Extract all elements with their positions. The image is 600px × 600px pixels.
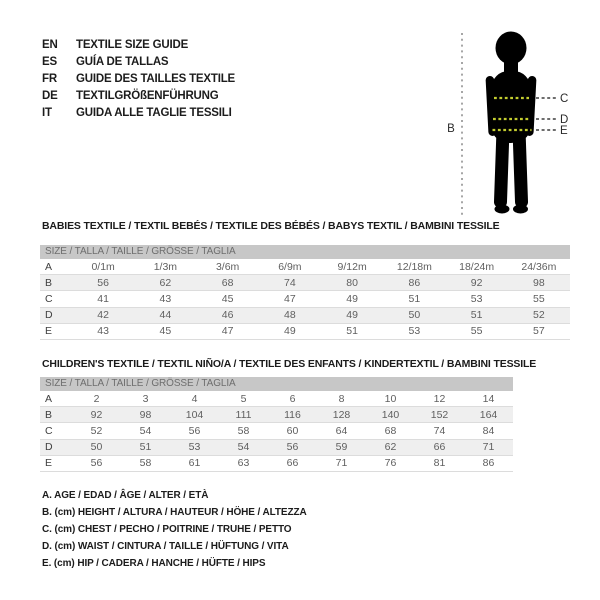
size-value-cell: 48 — [259, 307, 321, 323]
size-value-cell: 4 — [170, 391, 219, 407]
size-value-cell: 84 — [464, 423, 513, 439]
size-value-cell: 24/36m — [508, 259, 570, 275]
size-value-cell: 2 — [72, 391, 121, 407]
size-value-cell: 3 — [121, 391, 170, 407]
size-value-cell: 71 — [317, 455, 366, 471]
size-value-cell: 74 — [259, 275, 321, 291]
size-value-cell: 71 — [464, 439, 513, 455]
guide-title: GUIDE DES TAILLES TEXTILE — [76, 73, 235, 85]
table-row — [40, 307, 570, 323]
size-value-cell: 49 — [321, 291, 383, 307]
size-value-cell: 53 — [170, 439, 219, 455]
size-value-cell: 51 — [121, 439, 170, 455]
size-value-cell: 68 — [197, 275, 259, 291]
size-value-cell: 14 — [464, 391, 513, 407]
size-value-cell: 64 — [317, 423, 366, 439]
table-row — [40, 275, 570, 291]
list-item — [42, 54, 235, 71]
size-value-cell: 86 — [383, 275, 445, 291]
size-value-cell: 50 — [383, 307, 445, 323]
guide-title: GUÍA DE TALLAS — [76, 56, 169, 68]
size-value-cell: 61 — [170, 455, 219, 471]
table-row — [40, 259, 570, 275]
size-value-cell: 50 — [72, 439, 121, 455]
size-value-cell: 45 — [197, 291, 259, 307]
size-value-cell: 43 — [72, 323, 134, 339]
guide-title: TEXTILGRÖßENFÜHRUNG — [76, 90, 219, 102]
row-label: E — [40, 455, 72, 471]
guide-title: TEXTILE SIZE GUIDE — [76, 39, 189, 51]
size-value-cell: 44 — [134, 307, 196, 323]
size-value-cell: 62 — [134, 275, 196, 291]
size-value-cell: 128 — [317, 407, 366, 423]
table-row — [40, 323, 570, 339]
size-value-cell: 52 — [508, 307, 570, 323]
list-item — [42, 88, 235, 105]
size-value-cell: 58 — [121, 455, 170, 471]
size-value-cell: 12/18m — [383, 259, 445, 275]
size-value-cell: 51 — [383, 291, 445, 307]
size-value-cell: 86 — [464, 455, 513, 471]
children-size-table — [40, 377, 513, 472]
size-value-cell: 55 — [446, 323, 508, 339]
size-value-cell: 9/12m — [321, 259, 383, 275]
babies-size-table — [40, 245, 570, 340]
language-code: IT — [42, 107, 52, 119]
size-value-cell: 140 — [366, 407, 415, 423]
size-value-cell: 47 — [259, 291, 321, 307]
size-value-cell: 74 — [415, 423, 464, 439]
height-label: B — [447, 123, 455, 135]
size-value-cell: 54 — [121, 423, 170, 439]
size-value-cell: 1/3m — [134, 259, 196, 275]
size-value-cell: 55 — [508, 291, 570, 307]
babies-section-title: BABIES TEXTILE / TEXTIL BEBÉS / TEXTILE DES BÉBÉS / BABYS TEXTIL / BAMBINI TESSILE — [42, 220, 500, 232]
size-value-cell: 12 — [415, 391, 464, 407]
legend-line-age: A. AGE / EDAD / ÂGE / ALTER / ETÀ — [42, 490, 209, 501]
child-figure-diagram — [440, 15, 575, 230]
size-value-cell: 18/24m — [446, 259, 508, 275]
size-value-cell: 47 — [197, 323, 259, 339]
size-value-cell: 54 — [219, 439, 268, 455]
language-code: FR — [42, 73, 57, 85]
size-value-cell: 51 — [446, 307, 508, 323]
size-value-cell: 53 — [383, 323, 445, 339]
table-row — [40, 423, 513, 439]
size-value-cell: 66 — [268, 455, 317, 471]
language-title-list — [42, 37, 235, 122]
size-value-cell: 6/9m — [259, 259, 321, 275]
size-value-cell: 76 — [366, 455, 415, 471]
size-value-cell: 68 — [366, 423, 415, 439]
table-row — [40, 439, 513, 455]
hip-label: E — [560, 125, 568, 137]
size-value-cell: 45 — [134, 323, 196, 339]
legend-line-waist: D. (cm) WAIST / CINTURA / TAILLE / HÜFTUNG / VITA — [42, 541, 289, 552]
legend-line-hip: E. (cm) HIP / CADERA / HANCHE / HÜFTE / HIPS — [42, 558, 266, 569]
table-row — [40, 455, 513, 471]
size-value-cell: 3/6m — [197, 259, 259, 275]
table-row — [40, 291, 570, 307]
size-value-cell: 8 — [317, 391, 366, 407]
size-value-cell: 80 — [321, 275, 383, 291]
row-label: D — [40, 439, 72, 455]
size-value-cell: 5 — [219, 391, 268, 407]
size-value-cell: 56 — [268, 439, 317, 455]
row-label: B — [40, 407, 72, 423]
size-value-cell: 10 — [366, 391, 415, 407]
list-item — [42, 105, 235, 122]
list-item — [42, 71, 235, 88]
size-value-cell: 49 — [321, 307, 383, 323]
size-value-cell: 56 — [170, 423, 219, 439]
row-label: C — [40, 291, 72, 307]
size-table-header: SIZE / TALLA / TAILLE / GRÖSSE / TAGLIA — [40, 377, 513, 391]
row-label: E — [40, 323, 72, 339]
size-value-cell: 6 — [268, 391, 317, 407]
size-value-cell: 92 — [72, 407, 121, 423]
size-value-cell: 63 — [219, 455, 268, 471]
legend-line-chest: C. (cm) CHEST / PECHO / POITRINE / TRUHE / PETTO — [42, 524, 292, 535]
child-silhouette-image — [485, 32, 536, 214]
size-table-header: SIZE / TALLA / TAILLE / GRÖSSE / TAGLIA — [40, 245, 570, 259]
size-value-cell: 98 — [508, 275, 570, 291]
size-table-grid — [40, 391, 513, 472]
size-value-cell: 164 — [464, 407, 513, 423]
size-value-cell: 0/1m — [72, 259, 134, 275]
size-value-cell: 111 — [219, 407, 268, 423]
size-value-cell: 152 — [415, 407, 464, 423]
language-code: ES — [42, 56, 57, 68]
list-item — [42, 37, 235, 54]
size-value-cell: 116 — [268, 407, 317, 423]
size-value-cell: 52 — [72, 423, 121, 439]
size-value-cell: 53 — [446, 291, 508, 307]
guide-title: GUIDA ALLE TAGLIE TESSILI — [76, 107, 232, 119]
row-label: B — [40, 275, 72, 291]
language-code: EN — [42, 39, 58, 51]
waist-label: D — [560, 114, 569, 126]
row-label: A — [40, 391, 72, 407]
size-value-cell: 42 — [72, 307, 134, 323]
children-section-title: CHILDREN'S TEXTILE / TEXTIL NIÑO/A / TEXTILE DES ENFANTS / KINDERTEXTIL / BAMBINI TESSILE — [42, 358, 537, 370]
row-label: A — [40, 259, 72, 275]
size-value-cell: 98 — [121, 407, 170, 423]
size-value-cell: 51 — [321, 323, 383, 339]
size-value-cell: 56 — [72, 455, 121, 471]
size-value-cell: 57 — [508, 323, 570, 339]
size-table-grid — [40, 259, 570, 340]
size-value-cell: 56 — [72, 275, 134, 291]
table-row — [40, 407, 513, 423]
size-value-cell: 59 — [317, 439, 366, 455]
size-value-cell: 49 — [259, 323, 321, 339]
size-value-cell: 104 — [170, 407, 219, 423]
size-value-cell: 58 — [219, 423, 268, 439]
size-value-cell: 81 — [415, 455, 464, 471]
size-value-cell: 60 — [268, 423, 317, 439]
size-value-cell: 66 — [415, 439, 464, 455]
table-row — [40, 391, 513, 407]
size-value-cell: 92 — [446, 275, 508, 291]
row-label: D — [40, 307, 72, 323]
measurement-legend — [42, 487, 307, 572]
size-value-cell: 62 — [366, 439, 415, 455]
size-value-cell: 41 — [72, 291, 134, 307]
language-code: DE — [42, 90, 58, 102]
size-value-cell: 46 — [197, 307, 259, 323]
chest-label: C — [560, 93, 569, 105]
legend-line-height: B. (cm) HEIGHT / ALTURA / HAUTEUR / HÖHE / ALTEZZA — [42, 507, 307, 518]
row-label: C — [40, 423, 72, 439]
size-value-cell: 43 — [134, 291, 196, 307]
